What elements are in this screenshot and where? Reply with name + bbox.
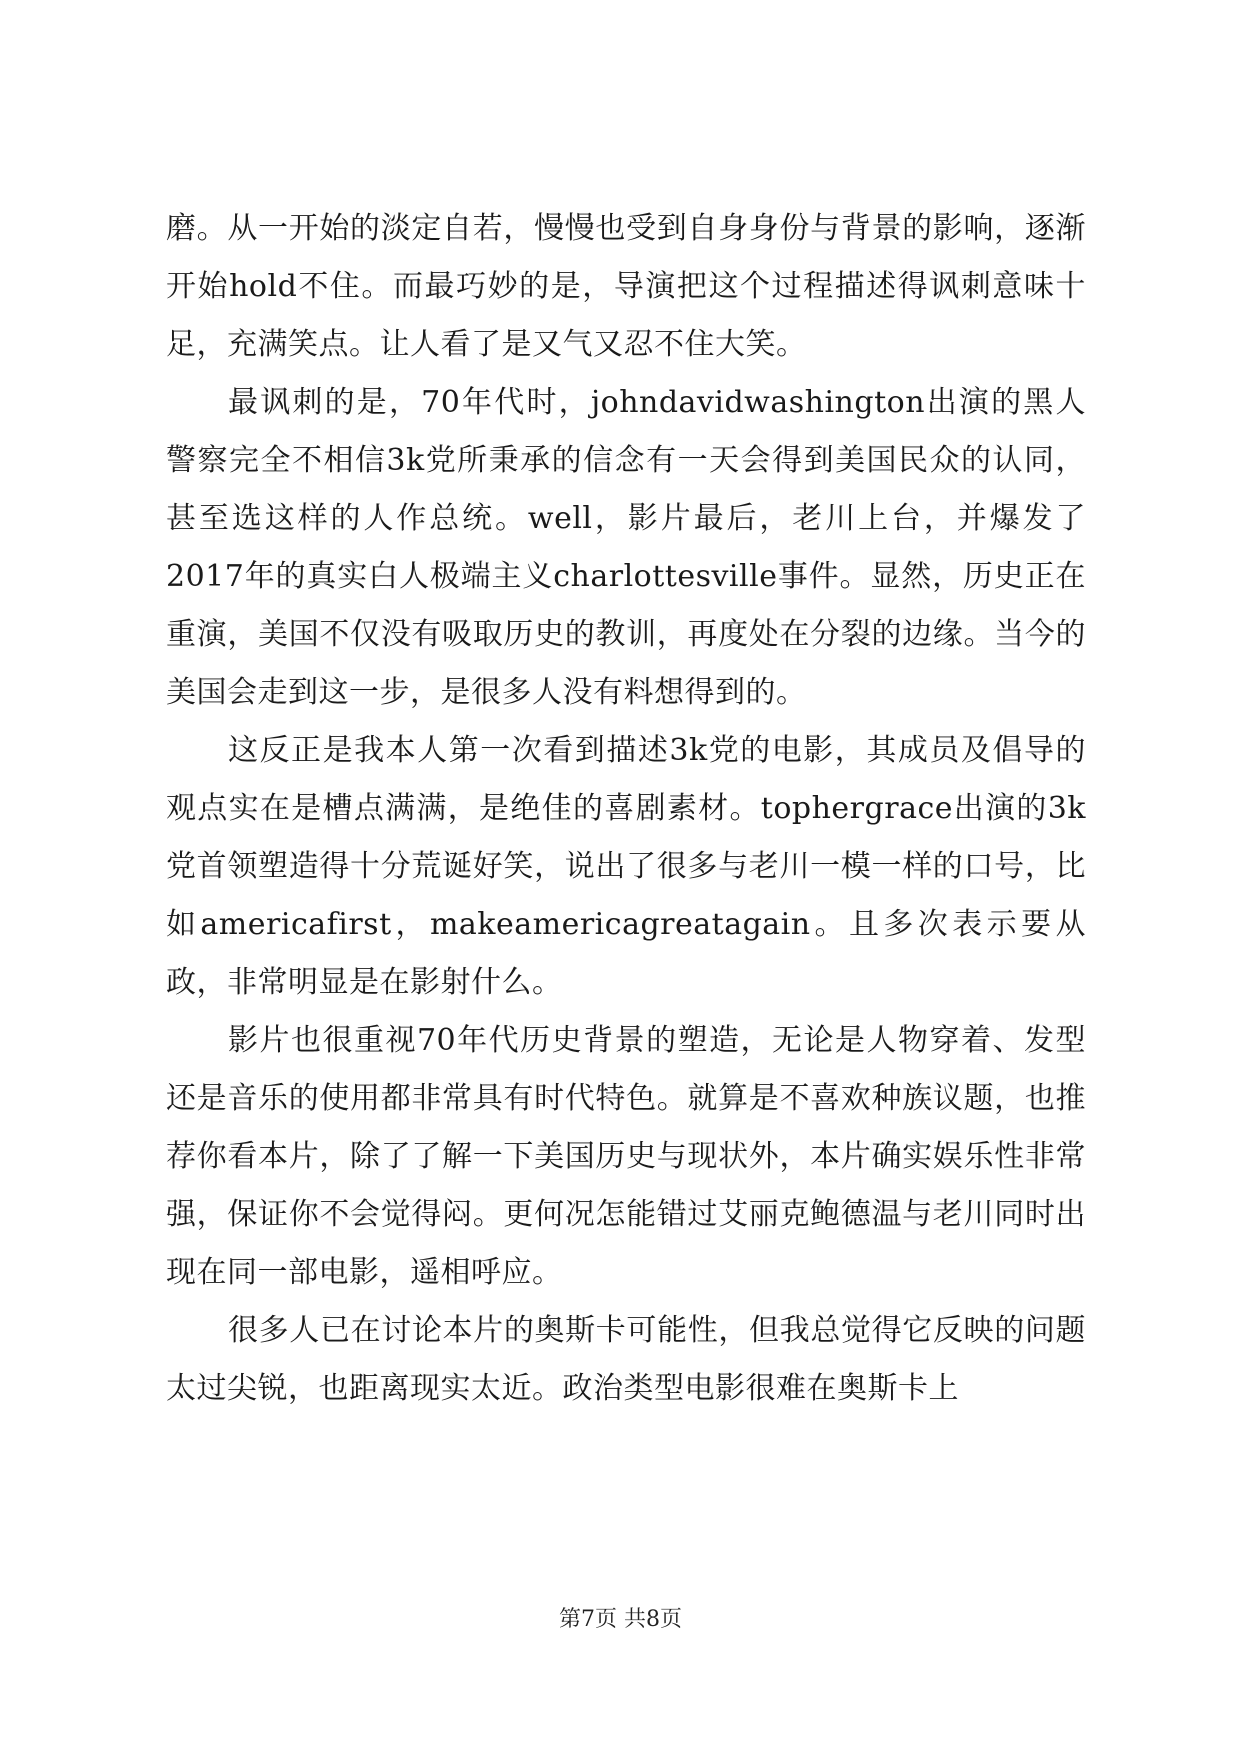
paragraph-1: 磨。从一开始的淡定自若，慢慢也受到自身身份与背景的影响，逐渐开始hold不住。而最巧妙的是，导演把这个过程描述得讽刺意味十足，充满笑点。让人看了是又气又忍不住大笑。 [166, 211, 1086, 362]
paragraph-2: 最讽刺的是，70年代时，johndavidwashington出演的黑人警察完全不相信3k党所秉承的信念有一天会得到美国民众的认同，甚至选这样的人作总统。well，影片最后，老川上台，并爆发了2017年的真实白人极端主义charlottesville事件。显然，历史正在重演，美国不仅没有吸取历史的教训，再度处在分裂的边缘。当今的美国会走到这一步，是很多人没有料想得到的。 [166, 385, 1086, 710]
paragraph-5: 很多人已在讨论本片的奥斯卡可能性，但我总觉得它反映的问题太过尖锐，也距离现实太近。政治类型电影很难在奥斯卡上 [166, 1313, 1086, 1406]
paragraph-4: 影片也很重视70年代历史背景的塑造，无论是人物穿着、发型还是音乐的使用都非常具有时代特色。就算是不喜欢种族议题，也推荐你看本片，除了了解一下美国历史与现状外，本片确实娱乐性非常强，保证你不会觉得闷。更何况怎能错过艾丽克鲍德温与老川同时出现在同一部电影，遥相呼应。 [166, 1023, 1086, 1290]
document-body [166, 200, 1086, 1418]
paragraph-3: 这反正是我本人第一次看到描述3k党的电影，其成员及倡导的观点实在是槽点满满，是绝佳的喜剧素材。tophergrace出演的3k党首领塑造得十分荒诞好笑，说出了很多与老川一模一样的口号，比如americafirst，makeamericagreatagain。且多次表示要从政，非常明显是在影射什么。 [166, 733, 1086, 1000]
page-number-footer: 第7页 共8页 [559, 1607, 682, 1632]
